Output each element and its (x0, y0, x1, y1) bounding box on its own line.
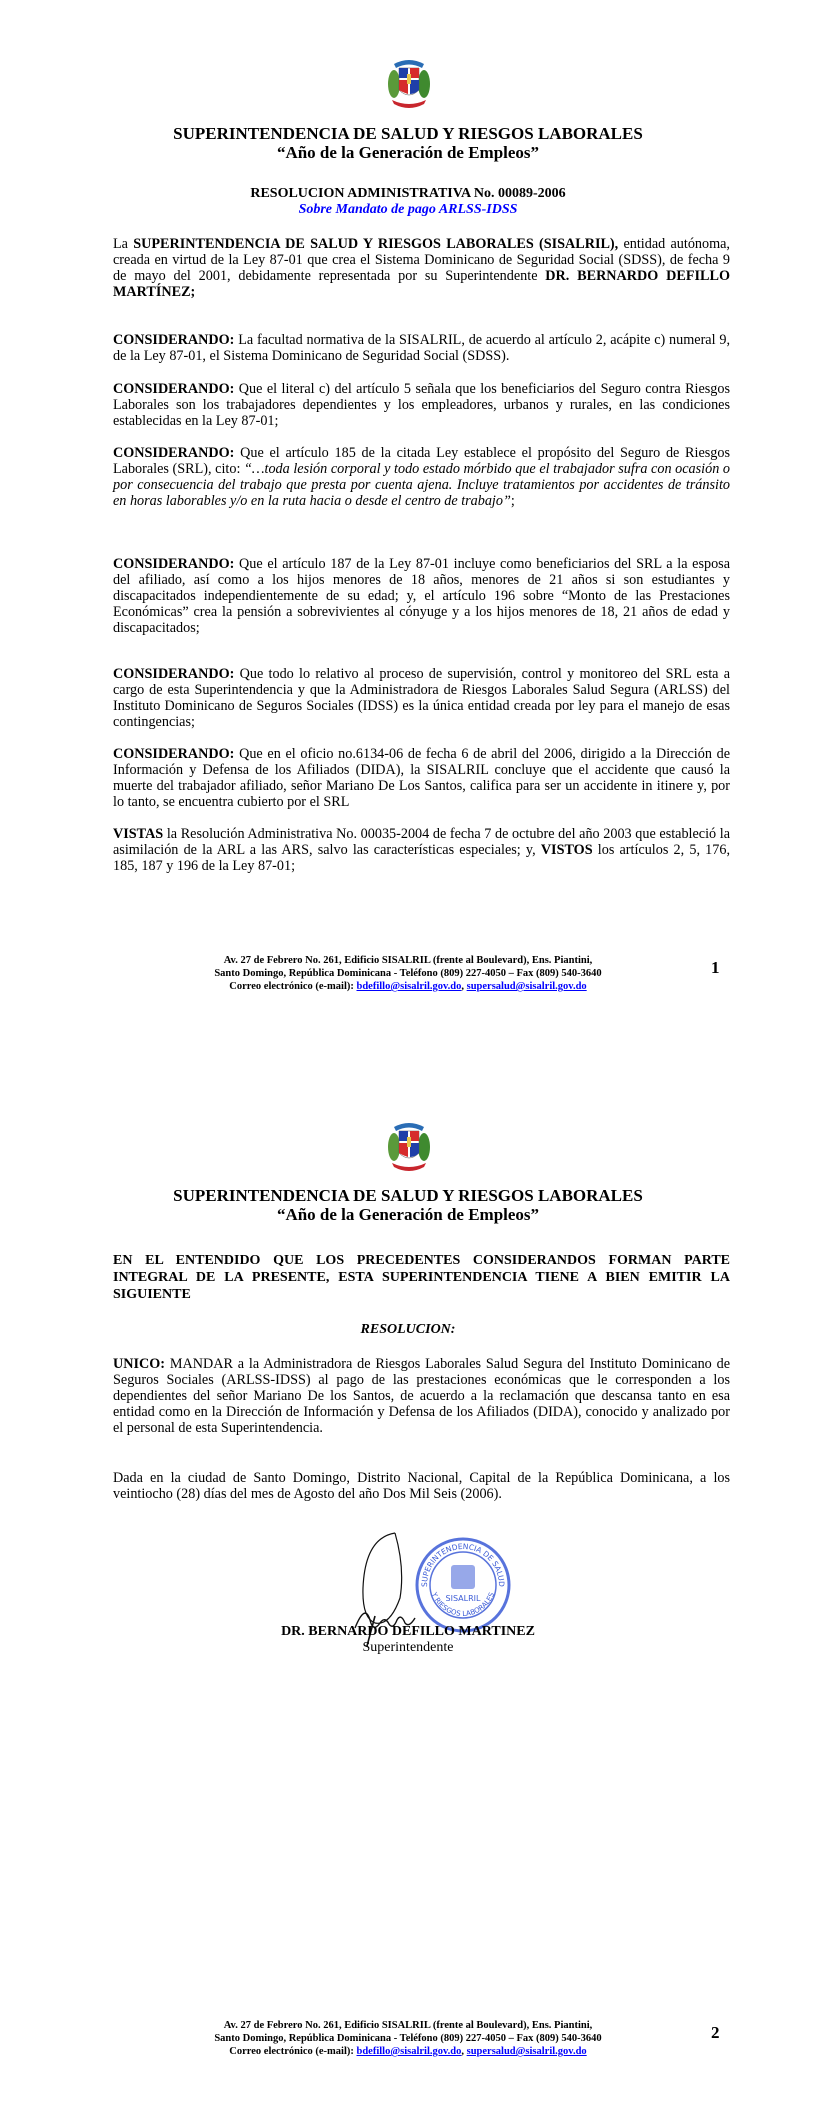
considerando-label: CONSIDERANDO: (113, 381, 235, 397)
page-footer (0, 2019, 816, 2058)
considerando-paragraph (113, 666, 730, 730)
email-separator: , (461, 981, 467, 992)
vistos-text: los artículos 2, 5, 176, 185, 187 y 196 de la Ley 87-01; (113, 842, 730, 874)
email-link-supersalud[interactable]: supersalud@sisalril.gov.do (466, 2046, 587, 2057)
coat-of-arms-icon (388, 1117, 430, 1175)
seal-center-text: SISALRIL (445, 1594, 481, 1603)
motto: “Año de la Generación de Empleos” (276, 143, 540, 162)
considerando-text: Que el artículo 187 de la Ley 87-01 incluye como beneficiarios del SRL a la esposa del afiliado, así como a los hijos menores de 18 años, menores de 21 años si son estudiantes y discapacitados independientemente de su edad; y, el artículo 196 sobre “Monto de las Prestaciones Económicas” crea la pensión a sobrevivientes al cónyuge y a los hijos menores de 18, 21 años de edad y discapacitados; (113, 556, 730, 636)
motto: “Año de la Generación de Empleos” (276, 1205, 540, 1224)
unico-paragraph (113, 1356, 730, 1436)
footer-contact: Santo Domingo, República Dominicana - Teléfono (809) 227-4050 – Fax (809) 540-3640 (214, 2033, 602, 2044)
considerando-label: CONSIDERANDO: (113, 746, 235, 762)
law-quote: “…toda lesión corporal y todo estado mórbido que el trabajador sufra con ocasión o por consecuencia del trabajo que presta por cuenta ajena. Incluye tratamientos por accidentes de tránsito en horas laborables y/o en la ruta hacia o desde el centro de trabajo” (113, 461, 730, 509)
footer-email-line (0, 2045, 816, 2058)
resolucion-heading: RESOLUCION: (360, 1322, 456, 1337)
dada-paragraph: Dada en la ciudad de Santo Domingo, Distrito Nacional, Capital de la República Dominicana, a los veintiocho (28) días del mes de Agosto del año Dos Mil Seis (2006). (113, 1470, 730, 1502)
seal-bottom-text: Y RIESGOS LABORALES (429, 1591, 497, 1618)
signer-name: DR. BERNARDO DEFILLO MARTINEZ (281, 1624, 535, 1639)
considerando-label: CONSIDERANDO: (113, 445, 235, 461)
considerando-paragraph (113, 445, 730, 509)
intro-paragraph (113, 236, 730, 300)
page-number: 1 (711, 958, 720, 977)
footer-contact: Santo Domingo, República Dominicana - Teléfono (809) 227-4050 – Fax (809) 540-3640 (214, 968, 602, 979)
email-link-supersalud[interactable]: supersalud@sisalril.gov.do (466, 981, 587, 992)
email-label: Correo electrónico (e-mail): (229, 2046, 357, 2057)
email-separator: , (461, 2046, 467, 2057)
page-number: 2 (711, 2023, 720, 2042)
resolution-subtitle: Sobre Mandato de pago ARLSS-IDSS (298, 202, 518, 217)
official-seal-icon (413, 1535, 513, 1635)
seal-top-text: SUPERINTENDENCIA DE SALUD (419, 1541, 507, 1588)
signer-role: Superintendente (362, 1640, 454, 1655)
organization-title: SUPERINTENDENCIA DE SALUD Y RIESGOS LABORALES (173, 1186, 643, 1205)
intro-org-name: SUPERINTENDENCIA DE SALUD Y RIESGOS LABORALES (SISALRIL), (133, 236, 619, 252)
intro-text-2: entidad autónoma, creada en virtud de la Ley 87-01 que crea el Sistema Dominicano de Seguridad Social (SDSS), de fecha 9 de mayo del 2001, debidamente representada por su Superintendente (113, 236, 730, 284)
considerando-paragraph (113, 332, 730, 364)
considerando-label: CONSIDERANDO: (113, 666, 235, 682)
intro-superintendent: DR. BERNARDO DEFILLO MARTÍNEZ; (113, 268, 730, 300)
email-link-bdefillo[interactable]: bdefillo@sisalril.gov.do (356, 981, 462, 992)
considerando-label: CONSIDERANDO: (113, 556, 235, 572)
considerando-text: Que el literal c) del artículo 5 señala que los beneficiarios del Seguro contra Riesgos Laborales son los trabajadores dependientes y los empleadores, urbanos y rurales, en las condiciones establecidas en la Ley 87-01; (113, 381, 730, 429)
resolution-title: RESOLUCION ADMINISTRATIVA No. 00089-2006 (250, 186, 566, 201)
vistos-label: VISTOS (540, 842, 593, 858)
preamble: EN EL ENTENDIDO QUE LOS PRECEDENTES CONSIDERANDOS FORMAN PARTE INTEGRAL DE LA PRESENTE, ESTA SUPERINTENDENCIA TIENE A BIEN EMITIR LA SIGUIENTE (113, 1253, 730, 1302)
vistas-label: VISTAS (113, 826, 164, 842)
vistas-text: la Resolución Administrativa No. 00035-2004 de fecha 7 de octubre del año 2003 que estableció la asimilación de la ARL a las ARS, salvo las características especiales; y, (113, 826, 730, 858)
email-link-bdefillo[interactable]: bdefillo@sisalril.gov.do (356, 2046, 462, 2057)
considerando-text: Que en el oficio no.6134-06 de fecha 6 de abril del 2006, dirigido a la Dirección de Información y Defensa de los Afiliados (DIDA), la SISALRIL concluye que el accidente que causó la muerte del trabajador afiliado, señor Mariano De Los Santos, califica para ser un accidente in itinere y, por lo tanto, se encuentra cubierto por el SRL (113, 746, 730, 810)
considerando-tail: ; (510, 493, 515, 509)
organization-title: SUPERINTENDENCIA DE SALUD Y RIESGOS LABORALES (173, 124, 643, 143)
document-page-1 (0, 0, 816, 1058)
page-footer (0, 954, 816, 993)
considerando-text: Que todo lo relativo al proceso de supervisión, control y monitoreo del SRL esta a cargo de esta Superintendencia y que la Administradora de Riesgos Laborales Salud Segura (ARLSS) del Instituto Dominicano de Seguros Sociales (IDSS) es la única entidad creada por ley para el manejo de esas contingencias; (113, 666, 730, 730)
considerando-paragraph (113, 381, 730, 429)
vistas-paragraph (113, 826, 730, 874)
footer-address: Av. 27 de Febrero No. 261, Edificio SISALRIL (frente al Boulevard), Ens. Piantini, (223, 2020, 593, 2031)
intro-text: La (113, 236, 134, 252)
footer-email-line (0, 980, 816, 993)
email-label: Correo electrónico (e-mail): (229, 981, 357, 992)
unico-text: MANDAR a la Administradora de Riesgos Laborales Salud Segura del Instituto Dominicano de Seguros Sociales (ARLSS-IDSS) al pago de las prestaciones económicas que le corresponden a los dependientes del señor Mariano De los Santos, de acuerdo a la reclamación que descansa tanto en esa entidad como en la Dirección de Información y Defensa de los Afiliados (DIDA), conocido y analizado por el personal de esta Superintendencia. (113, 1356, 730, 1436)
considerando-paragraph (113, 556, 730, 636)
considerando-text: La facultad normativa de la SISALRIL, de acuerdo al artículo 2, acápite c) numeral 9, de la Ley 87-01, el Sistema Dominicano de Seguridad Social (SDSS). (113, 332, 730, 364)
unico-label: UNICO: (113, 1356, 166, 1372)
footer-address: Av. 27 de Febrero No. 261, Edificio SISALRIL (frente al Boulevard), Ens. Piantini, (223, 955, 593, 966)
considerando-label: CONSIDERANDO: (113, 332, 235, 348)
considerando-text: Que el artículo 185 de la citada Ley establece el propósito del Seguro de Riesgos Laborales (SRL), cito: (113, 445, 730, 477)
coat-of-arms-icon (388, 54, 430, 112)
considerando-paragraph (113, 746, 730, 810)
